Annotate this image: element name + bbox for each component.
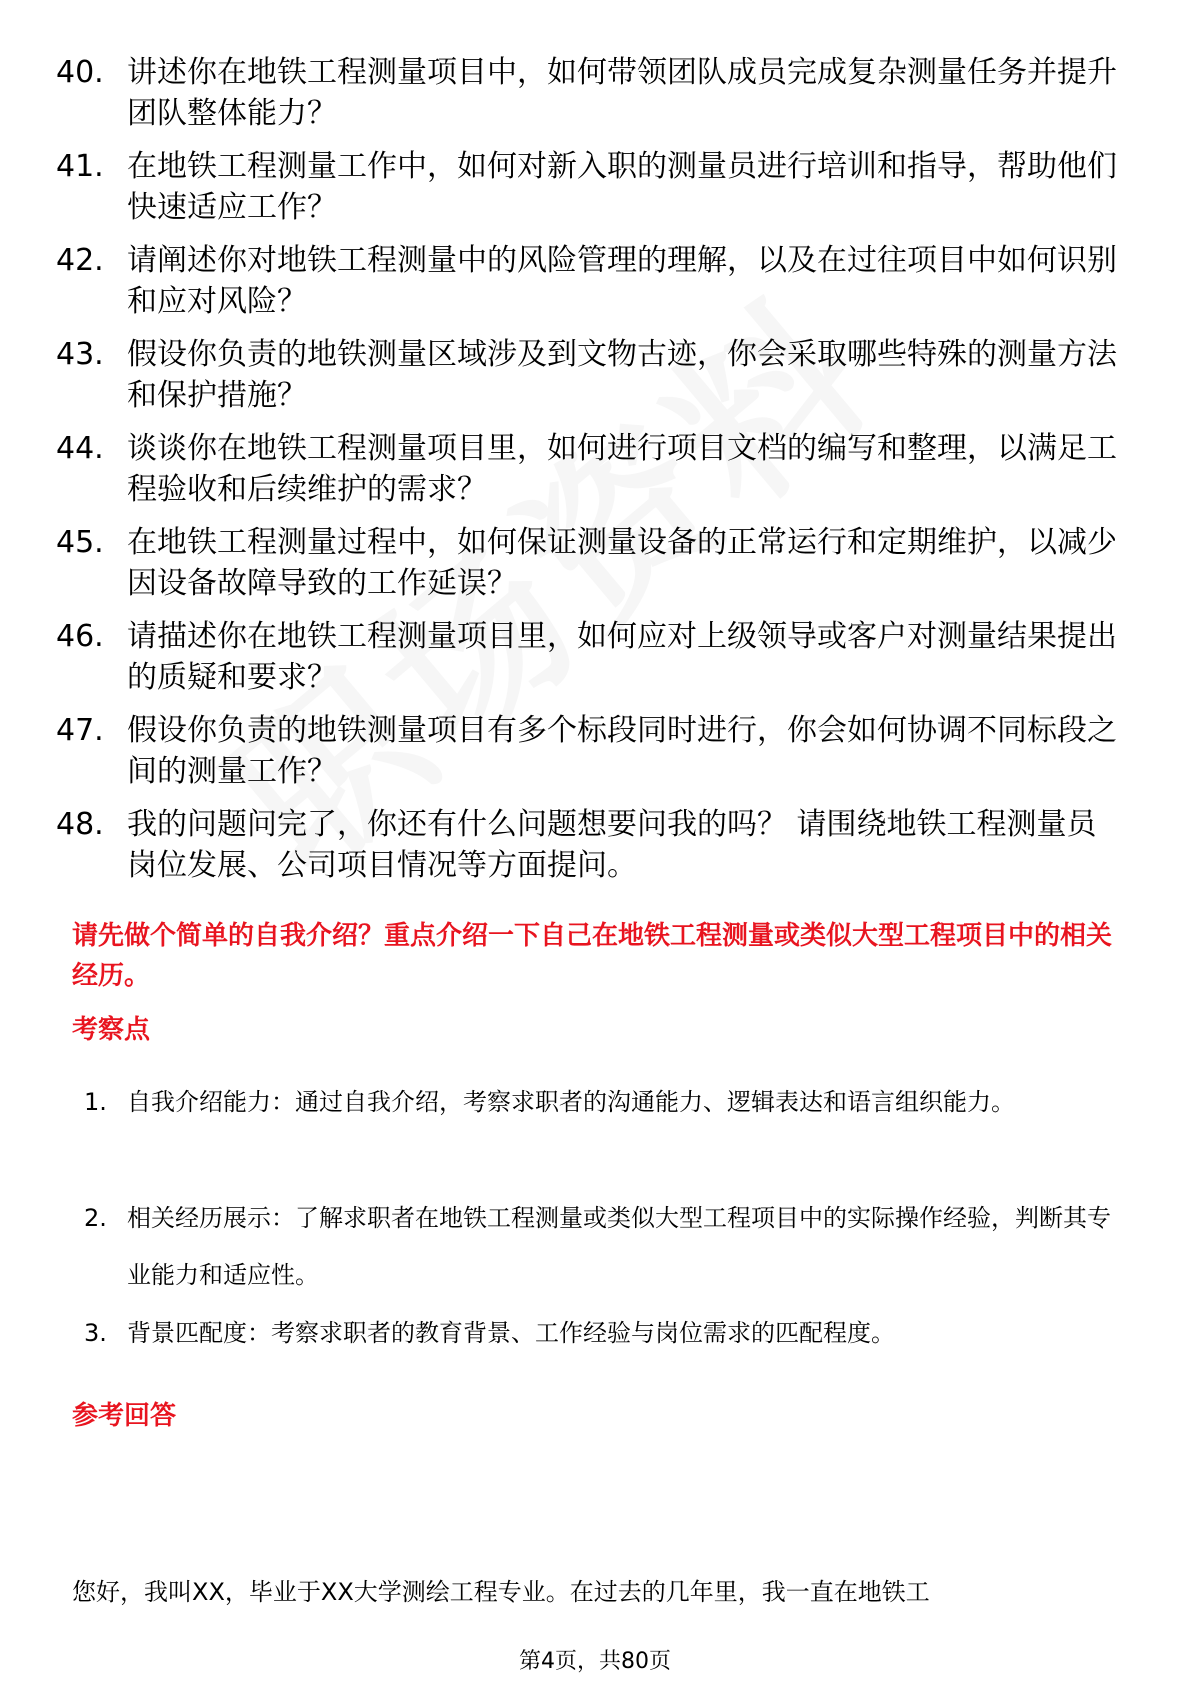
assess-point-number: 2. — [84, 1204, 107, 1232]
question-text: 在地铁工程测量工作中，如何对新入职的测量员进行培训和指导，帮助他们快速适应工作？ — [127, 149, 1117, 225]
question-text: 假设你负责的地铁测量区域涉及到文物古迹，你会采取哪些特殊的测量方法和保护措施？ — [127, 337, 1117, 413]
answer-text: 您好，我叫XX，毕业于XX大学测绘工程专业。在过去的几年里，我一直在地铁工 — [72, 1578, 930, 1606]
question-number: 46. — [56, 619, 104, 654]
question-text: 假设你负责的地铁测量项目有多个标段同时进行，你会如何协调不同标段之间的测量工作？ — [127, 713, 1117, 789]
answer-heading: 参考回答 — [72, 1401, 177, 1431]
assess-point-text: 背景匹配度：考察求职者的教育背景、工作经验与岗位需求的匹配程度。 — [127, 1319, 895, 1347]
question-number: 42. — [56, 243, 104, 278]
question-number: 48. — [56, 807, 104, 842]
question-text: 在地铁工程测量过程中，如何保证测量设备的正常运行和定期维护，以减少因设备故障导致的工作延误？ — [127, 525, 1117, 601]
question-text: 请阐述你对地铁工程测量中的风险管理的理解，以及在过往项目中如何识别和应对风险？ — [127, 243, 1117, 319]
question-text: 谈谈你在地铁工程测量项目里，如何进行项目文档的编写和整理，以满足工程验收和后续维护的需求？ — [127, 431, 1117, 507]
question-number: 40. — [56, 55, 104, 90]
assess-point-number: 3. — [84, 1319, 107, 1347]
question-text: 我的问题问完了，你还有什么问题想要问我的吗？ 请围绕地铁工程测量员岗位发展、公司项目情况等方面提问。 — [127, 807, 1097, 883]
question-number: 43. — [56, 337, 104, 372]
question-number: 44. — [56, 431, 104, 466]
assess-point-text: 相关经历展示：了解求职者在地铁工程测量或类似大型工程项目中的实际操作经验，判断其专业能力和适应性。 — [127, 1204, 1111, 1289]
question-text: 讲述你在地铁工程测量项目中，如何带领团队成员完成复杂测量任务并提升团队整体能力？ — [127, 55, 1117, 131]
assess-heading: 考察点 — [72, 1015, 151, 1045]
page-footer: 第4页，共80页 — [519, 1649, 671, 1674]
question-number: 47. — [56, 713, 104, 748]
question-number: 41. — [56, 149, 104, 184]
question-text: 请描述你在地铁工程测量项目里，如何应对上级领导或客户对测量结果提出的质疑和要求？ — [127, 619, 1117, 695]
assess-point-text: 自我介绍能力：通过自我介绍，考察求职者的沟通能力、逻辑表达和语言组织能力。 — [127, 1088, 1015, 1116]
question-number: 45. — [56, 525, 104, 560]
assess-point-number: 1. — [84, 1088, 107, 1116]
section-title: 请先做个简单的自我介绍？重点介绍一下自己在地铁工程测量或类似大型工程项目中的相关经历。 — [72, 921, 1113, 991]
